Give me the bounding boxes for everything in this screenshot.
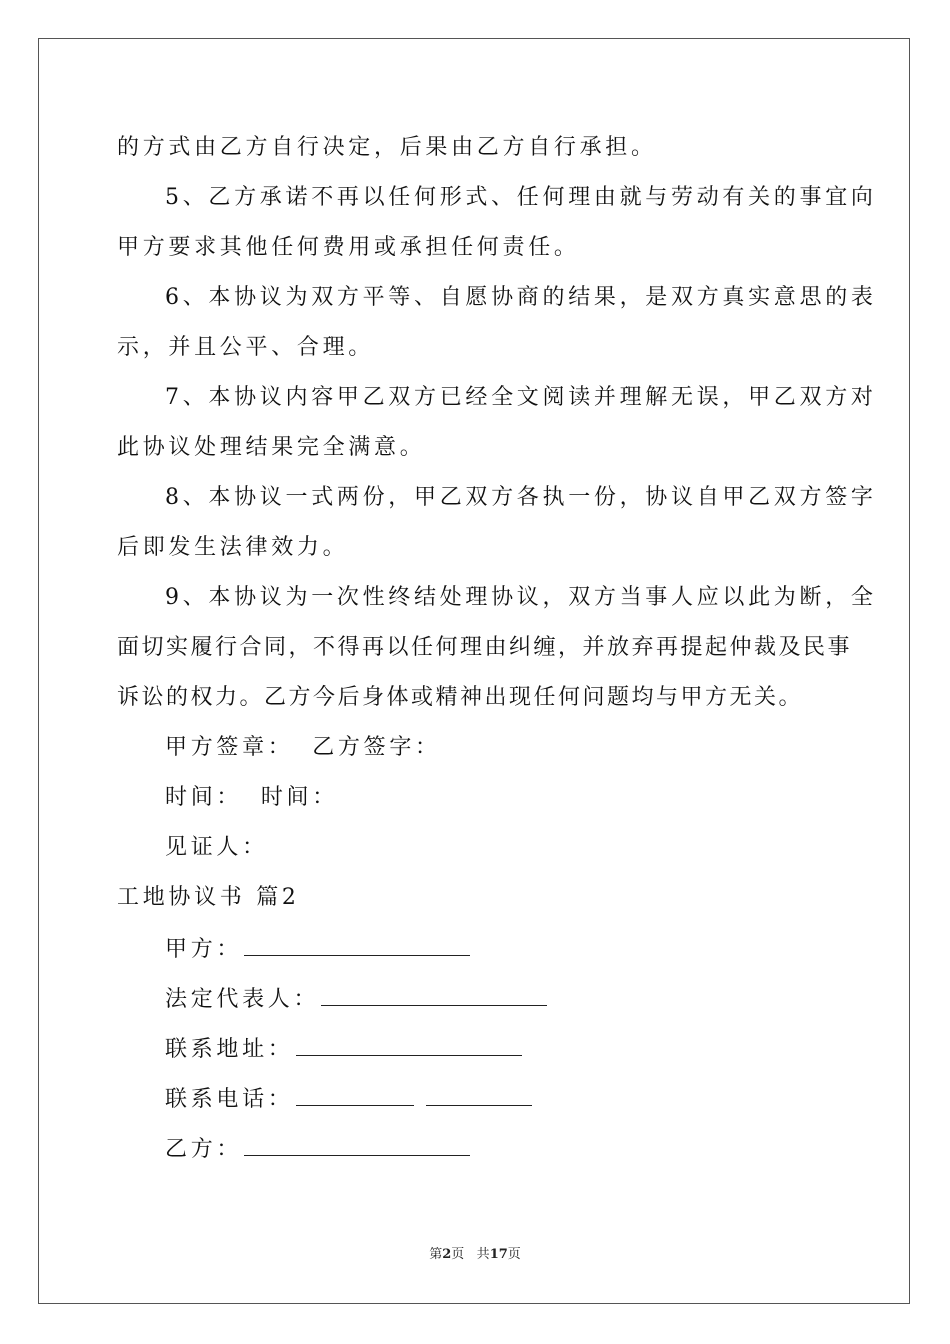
- address-label: 联系地址：: [165, 1037, 294, 1062]
- paragraph-line: 面切实履行合同，不得再以任何理由纠缠，并放弃再提起仲裁及民事: [117, 635, 853, 660]
- time-a-label: 时间：: [165, 785, 243, 810]
- time-b-label: 时间：: [260, 785, 338, 810]
- party-a-blank: [244, 933, 470, 956]
- party-a-label: 甲方：: [165, 937, 243, 962]
- paragraph-line: 甲方要求其他任何费用或承担任何责任。: [117, 235, 580, 260]
- time-line: [165, 783, 885, 813]
- legal-rep-blank: [321, 983, 547, 1006]
- party-b-label: 乙方：: [165, 1137, 243, 1162]
- phone-label: 联系电话：: [165, 1087, 294, 1112]
- paragraph-line: 诉讼的权力。乙方今后身体或精神出现任何问题均与甲方无关。: [117, 685, 804, 710]
- page-prefix: 第: [429, 1247, 443, 1262]
- total-pages: 17: [489, 1247, 508, 1262]
- address-blank: [296, 1033, 522, 1056]
- paragraph-line: 8、本协议一式两份，甲乙双方各执一份，协议自甲乙双方签字: [165, 485, 877, 510]
- section-title: 工地协议书 篇2: [117, 885, 300, 910]
- phone-blank-1: [296, 1083, 414, 1106]
- party-a-field: [165, 933, 885, 965]
- paragraph-line: 后即发生法律效力。: [117, 535, 349, 560]
- paragraph-line: 此协议处理结果完全满意。: [117, 435, 426, 460]
- total-suffix: 页: [507, 1247, 521, 1262]
- paragraph-line: 5、乙方承诺不再以任何形式、任何理由就与劳动有关的事宜向: [165, 185, 877, 210]
- address-field: [165, 1033, 885, 1065]
- page-footer: [0, 1246, 950, 1264]
- total-prefix: 共: [476, 1247, 490, 1262]
- phone-field: [165, 1083, 885, 1115]
- page-suffix: 页: [451, 1247, 465, 1262]
- party-b-sign-label: 乙方签字：: [312, 735, 441, 760]
- paragraph-line: 9、本协议为一次性终结处理协议，双方当事人应以此为断，全: [165, 585, 877, 610]
- party-b-blank: [244, 1133, 470, 1156]
- legal-rep-field: [165, 983, 885, 1015]
- paragraph-line: 的方式由乙方自行决定，后果由乙方自行承担。: [117, 135, 657, 160]
- phone-blank-2: [426, 1083, 532, 1106]
- signature-line: [165, 733, 885, 763]
- party-a-seal-label: 甲方签章：: [165, 735, 294, 760]
- paragraph-line: 6、本协议为双方平等、自愿协商的结果，是双方真实意思的表: [165, 285, 877, 310]
- witness-label: 见证人：: [165, 835, 268, 860]
- legal-rep-label: 法定代表人：: [165, 987, 320, 1012]
- paragraph-line: 7、本协议内容甲乙双方已经全文阅读并理解无误，甲乙双方对: [165, 385, 877, 410]
- party-b-field: [165, 1133, 885, 1165]
- page-number: 2: [442, 1247, 452, 1262]
- paragraph-line: 示，并且公平、合理。: [117, 335, 375, 360]
